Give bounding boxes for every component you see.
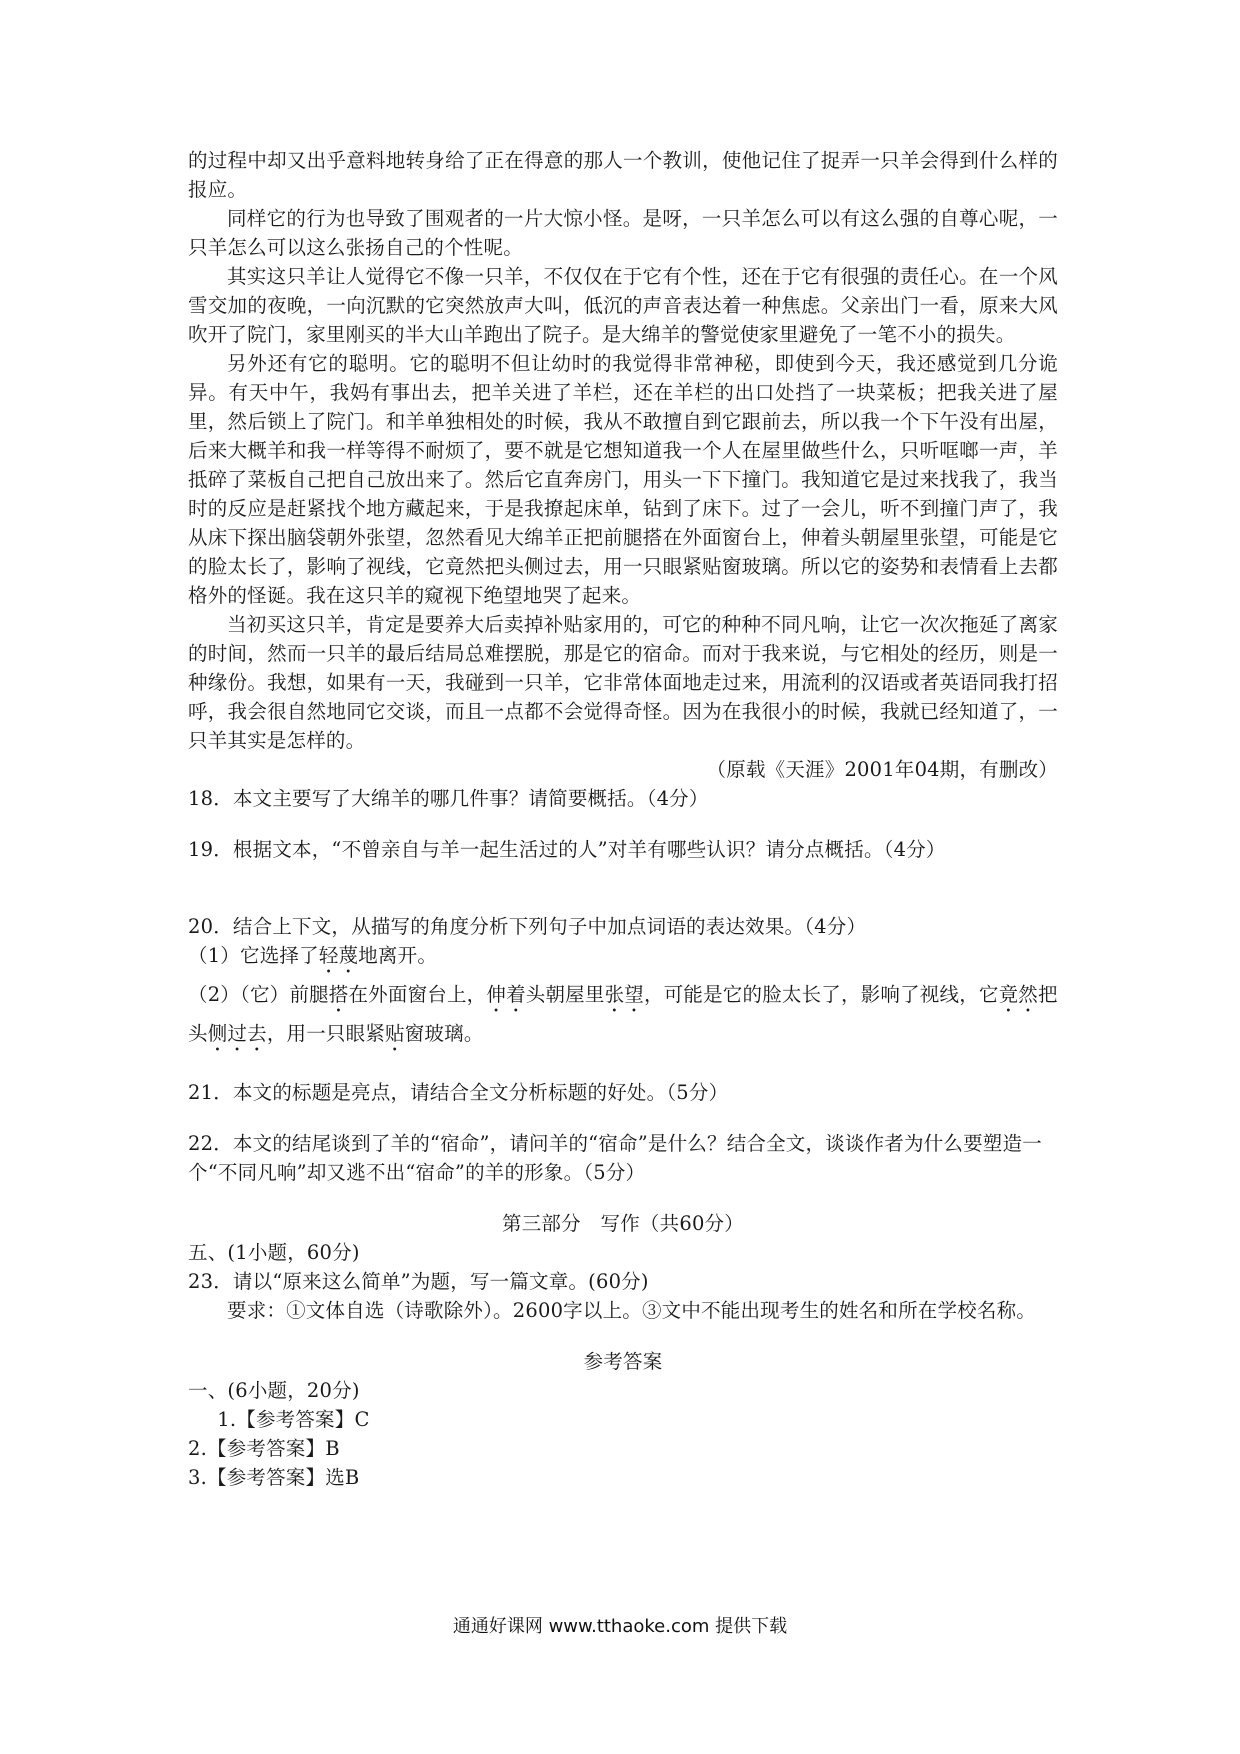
question-23: 23．请以“原来这么简单”为题，写一篇文章。(60分) <box>188 1270 649 1293</box>
passage-paragraph-1: 同样它的行为也导致了围观者的一片大惊小怪。是呀，一只羊怎么可以有这么强的自尊心呢，一只羊怎么可以这么张扬自己的个性呢。 <box>188 207 1058 259</box>
question-22: 22．本文的结尾谈到了羊的“宿命”，请问羊的“宿命”是什么？结合全文，谈谈作者为什么要塑造一个“不同凡响”却又逃不出“宿命”的羊的形象。（5分） <box>188 1132 1042 1184</box>
answer-1: 1.【参考答案】C <box>217 1408 370 1431</box>
question-19: 19．根据文本，“不曾亲自与羊一起生活过的人”对羊有哪些认识？请分点概括。（4分） <box>188 838 946 861</box>
q20-2-dotted-word-6: 贴 <box>385 1022 405 1045</box>
q20-2-text-a: （2）（它）前腿 <box>188 983 329 1006</box>
question-21: 21．本文的标题是亮点，请结合全文分析标题的好处。（5分） <box>188 1081 729 1104</box>
q20-2-text-e: 把头 <box>188 983 1058 1045</box>
answers-heading: 参考答案 <box>583 1350 663 1373</box>
q20-2-text-d: ，可能是它的脸太长了，影响了视线，它 <box>644 983 999 1006</box>
q20-2-dotted-word-2: 伸着 <box>486 983 526 1006</box>
q20-2-dotted-word-5: 侧过去 <box>207 1022 267 1045</box>
q20-2-text-g: 窗玻璃。 <box>404 1022 484 1045</box>
q20-2-dotted-word-4: 竟然 <box>998 983 1039 1006</box>
question-20-sentence-2 <box>188 978 1058 1056</box>
q20-2-text-f: ，用一只眼紧 <box>266 1022 386 1045</box>
passage-source: （原载《天涯》2001年04期，有删改） <box>706 758 1058 781</box>
question-18: 18．本文主要写了大绵羊的哪几件事？请简要概括。（4分） <box>188 787 709 810</box>
writing-heading: 第三部分 写作（共60分） <box>502 1212 744 1235</box>
q20-2-text-c: 头朝屋里 <box>525 983 605 1006</box>
writing-section: 五、(1小题，60分) <box>188 1241 360 1264</box>
passage-paragraph-0: 的过程中却又出乎意料地转身给了正在得意的那人一个教训，使他记住了捉弄一只羊会得到什么样的报应。 <box>188 149 1058 201</box>
passage-paragraph-4: 当初买这只羊，肯定是要养大后卖掉补贴家用的，可它的种种不同凡响，让它一次次拖延了离家的时间，然而一只羊的最后结局总难摆脱，那是它的宿命。而对于我来说，与它相处的经历，则是一种缘份。我想，如果有一天，我碰到一只羊，它非常体面地走过来，用流利的汉语或者英语同我打招呼，我会很自然地同它交谈，而且一点都不会觉得奇怪。因为在我很小的时候，我就已经知道了，一只羊其实是怎样的。 <box>188 613 1058 752</box>
answers-section: 一、(6小题，20分) <box>188 1379 360 1402</box>
q20-1-text-a: （1）它选择了 <box>188 944 319 967</box>
answer-3: 3.【参考答案】选B <box>188 1466 360 1489</box>
q20-2-text-b: 在外面窗台上， <box>348 983 487 1006</box>
q20-1-text-b: 地离开。 <box>358 944 438 967</box>
question-20: 20．结合上下文，从描写的角度分析下列句子中加点词语的表达效果。（4分） <box>188 915 867 938</box>
q20-1-dotted-word: 轻蔑 <box>318 944 359 967</box>
document-page <box>188 146 1058 1492</box>
writing-requirements: 要求：①文体自选（诗歌除外）。2600字以上。③文中不能出现考生的姓名和所在学校名称。 <box>227 1299 1036 1322</box>
q20-2-dotted-word-3: 张望 <box>604 983 644 1006</box>
q20-2-dotted-word-1: 搭 <box>328 983 349 1006</box>
answer-2: 2.【参考答案】B <box>188 1437 340 1460</box>
question-20-sentence-1 <box>188 941 1058 978</box>
passage-paragraph-2: 其实这只羊让人觉得它不像一只羊，不仅仅在于它有个性，还在于它有很强的责任心。在一个风雪交加的夜晚，一向沉默的它突然放声大叫，低沉的声音表达着一种焦虑。父亲出门一看，原来大风吹开了院门，家里刚买的半大山羊跑出了院子。是大绵羊的警觉使家里避免了一笔不小的损失。 <box>188 265 1058 346</box>
passage-paragraph-3: 另外还有它的聪明。它的聪明不但让幼时的我觉得非常神秘，即使到今天，我还感觉到几分诡异。有天中午，我妈有事出去，把羊关进了羊栏，还在羊栏的出口处挡了一块菜板；把我关进了屋里，然后锁上了院门。和羊单独相处的时候，我从不敢擅自到它跟前去，所以我一个下午没有出屋，后来大概羊和我一样等得不耐烦了，要不就是它想知道我一个人在屋里做些什么，只听哐啷一声，羊抵碎了菜板自己把自己放出来了。然后它直奔房门，用头一下下撞门。我知道它是过来找我了，我当时的反应是赶紧找个地方藏起来，于是我撩起床单，钻到了床下。过了一会儿，听不到撞门声了，我从床下探出脑袋朝外张望，忽然看见大绵羊正把前腿搭在外面窗台上，伸着头朝屋里张望，可能是它的脸太长了，影响了视线，它竟然把头侧过去，用一只眼紧贴窗玻璃。所以它的姿势和表情看上去都格外的怪诞。我在这只羊的窥视下绝望地哭了起来。 <box>188 352 1058 607</box>
page-footer-watermark: 通通好课网 www.tthaoke.com 提供下载 <box>452 1616 788 1637</box>
